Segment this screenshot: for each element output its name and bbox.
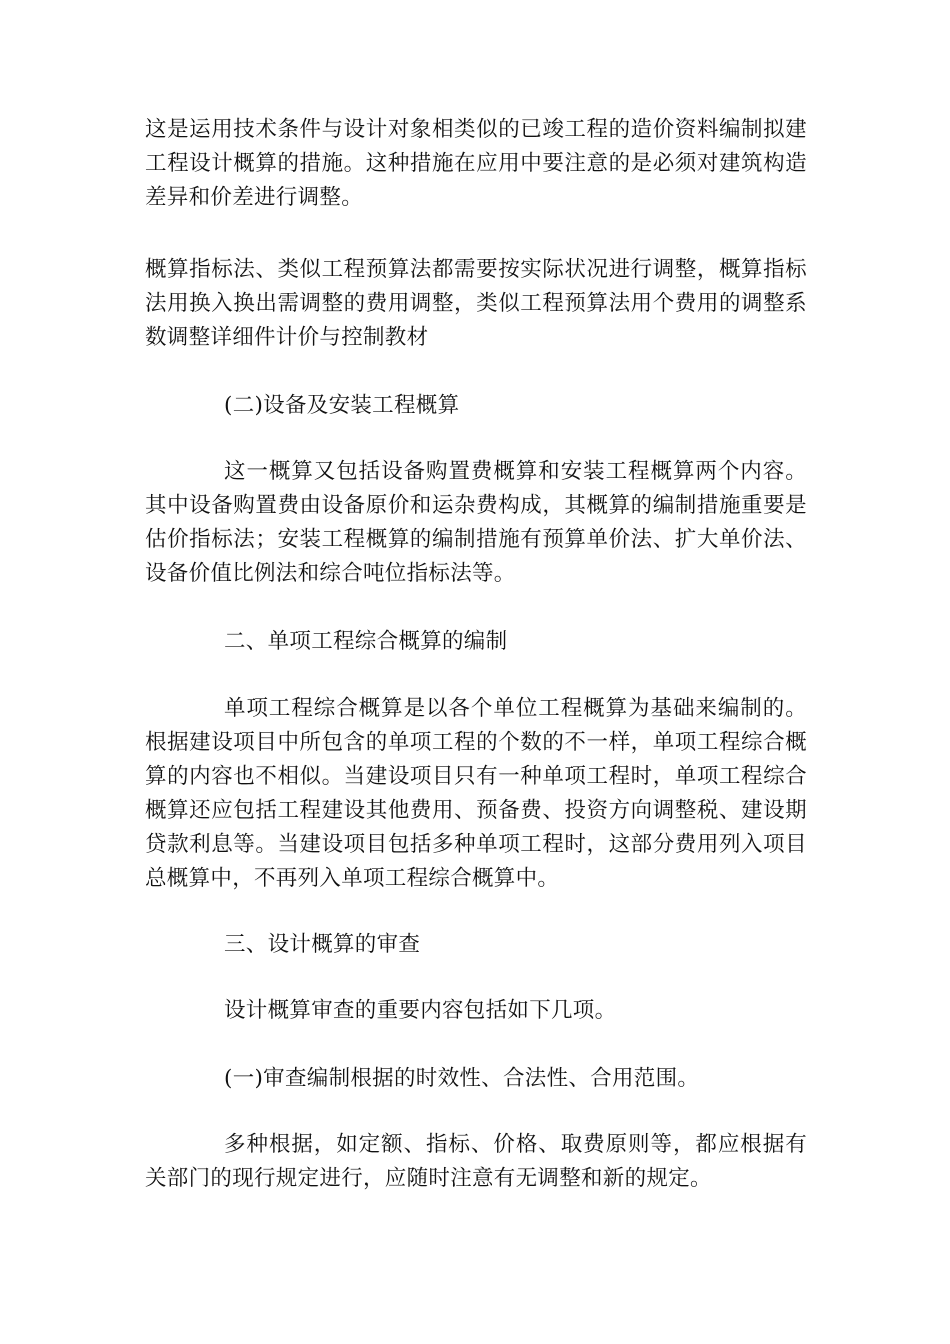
subheading-review-basis: (一)审查编制根据的时效性、合法性、合用范围。 <box>224 1066 700 1091</box>
section-heading-equipment-install: (二)设备及安装工程概算 <box>224 393 460 418</box>
paragraph-review-intro: 设计概算审查的重要内容包括如下几项。 <box>224 998 617 1023</box>
paragraph-review-basis: 多种根据，如定额、指标、价格、取费原则等，都应根据有关部门的现行规定进行，应随时注意有无调整和新的规定。 <box>145 1132 807 1191</box>
paragraph-single-item: 单项工程综合概算是以各个单位工程概算为基础来编制的。根据建设项目中所包含的单项工程的个数的不一样，单项工程综合概算的内容也不相似。当建设项目只有一种单项工程时，单项工程综合概算还应包括工程建设其他费用、预备费、投资方向调整税、建设期贷款利息等。当建设项目包括多种单项工程时，这部分费用列入项目总概算中，不再列入单项工程综合概算中。 <box>145 696 807 891</box>
section-heading-review: 三、设计概算的审查 <box>224 932 421 957</box>
section-heading-single-item: 二、单项工程综合概算的编制 <box>224 629 508 654</box>
paragraph-analog-method: 这是运用技术条件与设计对象相类似的已竣工程的造价资料编制拟建工程设计概算的措施。这种措施在应用中要注意的是必须对建筑构造差异和价差进行调整。 <box>145 117 807 210</box>
paragraph-adjustment: 概算指标法、类似工程预算法都需要按实际状况进行调整，概算指标法用换入换出需调整的费用调整，类似工程预算法用个费用的调整系数调整详细件计价与控制教材 <box>145 257 807 350</box>
paragraph-equipment-install: 这一概算又包括设备购置费概算和安装工程概算两个内容。其中设备购置费由设备原价和运杂费构成，其概算的编制措施重要是估价指标法；安装工程概算的编制措施有预算单价法、扩大单价法、设备价值比例法和综合吨位指标法等。 <box>145 459 807 586</box>
